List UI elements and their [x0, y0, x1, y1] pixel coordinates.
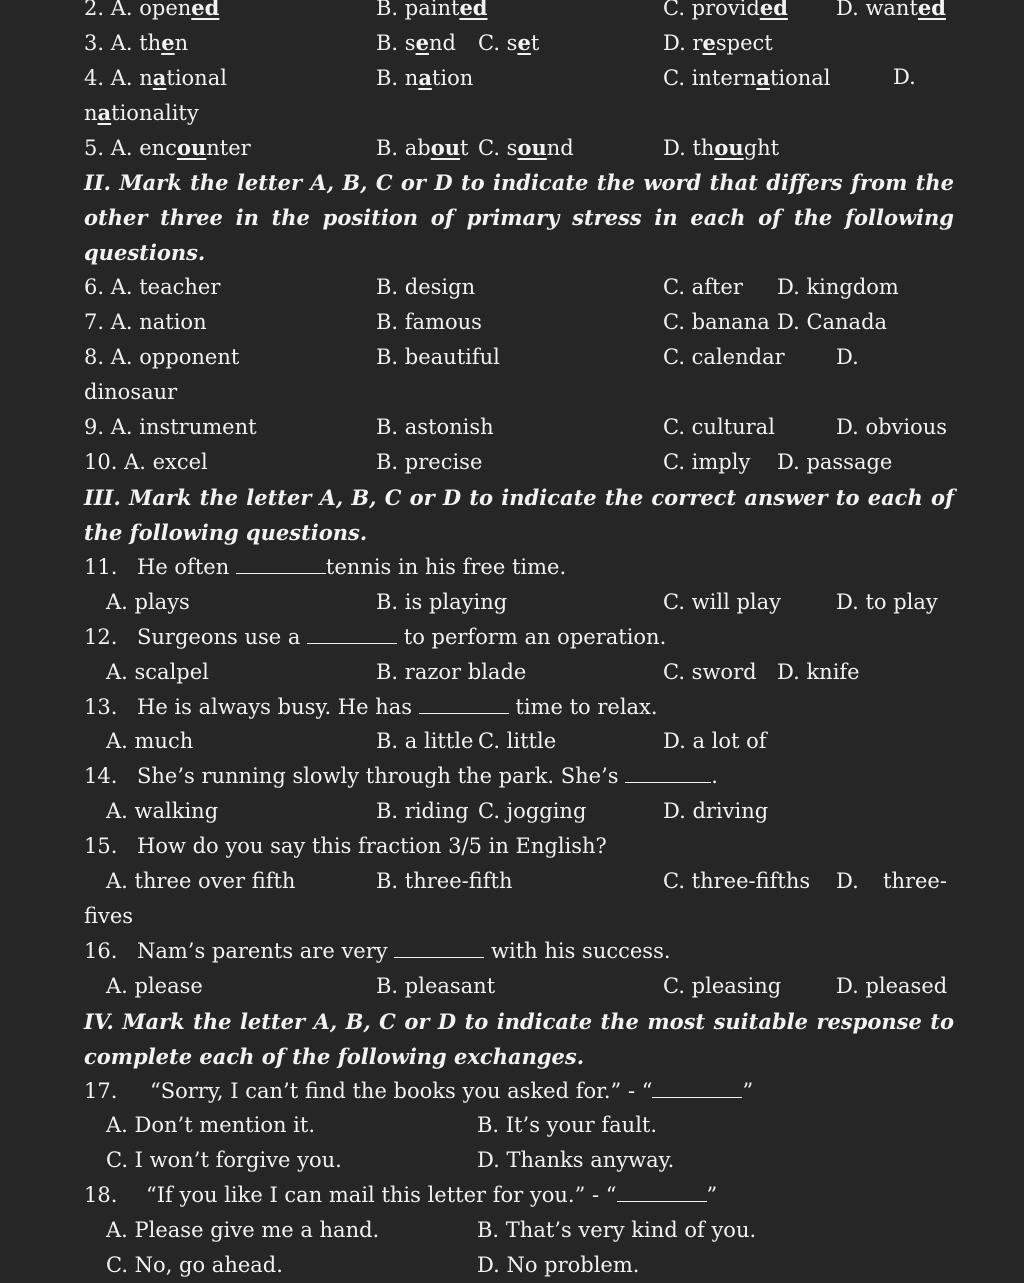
q3-option-c [478, 25, 539, 61]
q9-option-b: B. astonish [376, 415, 494, 439]
q9-option-a: 9. A. instrument [84, 415, 257, 439]
q18-option-a: A. Please give me a hand. [106, 1218, 380, 1242]
q13-stem [137, 690, 658, 725]
q4-option-b [376, 60, 473, 96]
q12-option-a: A. scalpel [106, 660, 209, 684]
question-18-options-ab [0, 1213, 1024, 1248]
q10-option-a: 10. A. excel [84, 450, 208, 474]
q2-b-text: B. paint [376, 0, 460, 20]
q17-blank [652, 1077, 742, 1098]
question-7 [0, 305, 1024, 340]
q16-option-c: C. pleasing [663, 974, 782, 998]
question-6 [0, 270, 1024, 305]
q2-c-underlined: ed [759, 0, 788, 20]
q3-a-post: n [174, 31, 189, 55]
q14-option-d: D. driving [663, 799, 769, 823]
q14-option-c: C. jogging [478, 799, 587, 823]
q4-a-u: a [152, 65, 167, 90]
q2-option-d [836, 0, 946, 26]
q12-option-b: B. razor blade [376, 660, 527, 684]
q2-d-text: D. want [836, 0, 918, 20]
q3-b-post: nd [428, 31, 456, 55]
q11-option-d: D. to play [836, 590, 938, 614]
q3-c-u: e [517, 30, 531, 55]
q18-stem [146, 1178, 717, 1213]
q16-option-d: D. pleased [836, 974, 948, 998]
q11-blank [236, 553, 326, 574]
q4-d2-post: tionality [111, 101, 199, 125]
question-15 [0, 829, 1024, 864]
q12-blank [307, 623, 397, 644]
q12-option-d: D. knife [777, 660, 860, 684]
q4-b-pre: B. n [376, 66, 419, 90]
q3-option-b [376, 25, 456, 61]
q5-b-pre: B. ab [376, 136, 431, 160]
q13-stem-post: time to relax. [515, 695, 658, 719]
q3-a-u: e [161, 30, 175, 55]
question-15-options [0, 864, 1024, 899]
question-17-options-ab [0, 1108, 1024, 1143]
q16-blank [394, 937, 484, 958]
q16-stem [137, 934, 671, 969]
question-2 [0, 0, 1024, 25]
question-13 [0, 690, 1024, 725]
q14-option-b: B. riding [376, 799, 469, 823]
q2-option-b [376, 0, 487, 26]
q7-option-d: D. Canada [777, 310, 888, 334]
q15-option-c: C. three-fifths [663, 869, 811, 893]
q8-option-b: B. beautiful [376, 345, 500, 369]
q4-c-pre: C. intern [663, 66, 757, 90]
question-14-options [0, 794, 1024, 829]
q5-option-c [478, 130, 574, 166]
question-9 [0, 410, 1024, 445]
q11-number: 11. [84, 555, 118, 579]
q10-option-b: B. precise [376, 450, 483, 474]
q18-stem-pre: “If you like I can mail this letter for you.” - “ [146, 1183, 617, 1207]
q17-number: 17. [84, 1079, 118, 1103]
q5-a-u: ou [176, 135, 207, 160]
q13-number: 13. [84, 695, 118, 719]
q3-d-u: e [702, 30, 716, 55]
q11-option-c: C. will play [663, 590, 782, 614]
q16-option-a: A. please [106, 974, 203, 998]
q18-blank [617, 1181, 707, 1202]
question-16-options [0, 969, 1024, 1004]
q5-a-pre: 5. A. enc [84, 136, 177, 160]
q11-stem [137, 550, 566, 585]
q5-d-u: ou [714, 135, 744, 160]
q5-c-post: nd [546, 136, 574, 160]
section-2-heading: II. Mark the letter A, B, C or D to indicate the word that differs from the other three in the position of primary stress in each of the following questions. [84, 170, 954, 265]
q7-option-c: C. banana [663, 310, 770, 334]
q3-b-u: e [415, 30, 429, 55]
q4-b-post: tion [431, 66, 474, 90]
question-4 [0, 60, 1024, 95]
q3-a-pre: 3. A. th [84, 31, 162, 55]
q12-stem-post: to perform an operation. [403, 625, 667, 649]
q3-c-pre: C. s [478, 31, 518, 55]
q6-option-a: 6. A. teacher [84, 275, 221, 299]
question-5 [0, 130, 1024, 165]
q6-option-d: D. kingdom [777, 275, 899, 299]
q14-option-a: A. walking [106, 799, 219, 823]
q15-option-b: B. three-fifth [376, 869, 513, 893]
q3-option-d [663, 25, 773, 61]
q3-d-post: spect [715, 31, 773, 55]
question-4-wrap [0, 95, 1024, 130]
q3-option-a [84, 25, 188, 61]
q14-stem-pre: She’s running slowly through the park. She’s [137, 764, 619, 788]
q13-option-b: B. a little [376, 729, 474, 753]
question-12-options [0, 655, 1024, 690]
q2-option-a [84, 0, 219, 26]
section-3-heading: III. Mark the letter A, B, C or D to indicate the correct answer to each of the following questions. [84, 485, 954, 545]
question-17 [0, 1074, 1024, 1109]
q12-stem [137, 620, 666, 655]
q15-number: 15. [84, 834, 118, 858]
q16-number: 16. [84, 939, 118, 963]
q4-option-c [663, 60, 831, 96]
q4-d2-u: a [97, 100, 112, 125]
q5-option-a [84, 130, 251, 166]
question-11 [0, 550, 1024, 585]
q11-stem-pre: He often [137, 555, 230, 579]
q2-a-underlined: ed [191, 0, 220, 20]
q18-option-c: C. No, go ahead. [106, 1253, 283, 1277]
q15-option-d: D. [836, 869, 859, 893]
q11-option-b: B. is playing [376, 590, 508, 614]
q4-option-d: D. [893, 65, 916, 89]
q8-option-a: 8. A. opponent [84, 345, 240, 369]
q7-option-b: B. famous [376, 310, 482, 334]
section-4-heading: IV. Mark the letter A, B, C or D to indicate the most suitable response to complete each of the following exchanges. [84, 1009, 954, 1069]
q11-option-a: A. plays [106, 590, 190, 614]
question-12 [0, 620, 1024, 655]
q15-option-a: A. three over fifth [106, 869, 296, 893]
q13-stem-pre: He is always busy. He has [137, 695, 413, 719]
q4-option-d-word [84, 95, 199, 131]
q5-b-post: t [460, 136, 469, 160]
q12-option-c: C. sword [663, 660, 757, 684]
q5-b-u: ou [430, 135, 461, 160]
q16-stem-pre: Nam’s parents are very [137, 939, 388, 963]
q18-option-b: B. That’s very kind of you. [477, 1218, 757, 1242]
question-14 [0, 759, 1024, 794]
q2-c-text: C. provid [663, 0, 760, 20]
q2-b-underlined: ed [459, 0, 488, 20]
q15-option-d-tail: fives [84, 904, 134, 928]
q16-stem-post: with his success. [491, 939, 671, 963]
q4-c-post: tional [769, 66, 831, 90]
question-8 [0, 340, 1024, 375]
q5-option-b [376, 130, 468, 166]
q13-option-c: C. little [478, 729, 557, 753]
q10-option-c: C. imply [663, 450, 751, 474]
q17-stem-post: ” [742, 1079, 754, 1103]
q4-a-pre: 4. A. n [84, 66, 153, 90]
q5-a-post: nter [206, 136, 251, 160]
question-8-wrap [0, 375, 1024, 410]
question-11-options [0, 585, 1024, 620]
q17-stem-pre: “Sorry, I can’t find the books you asked for.” - “ [150, 1079, 653, 1103]
q17-option-a: A. Don’t mention it. [106, 1113, 316, 1137]
q2-d-underlined: ed [917, 0, 946, 20]
q2-a-text: 2. A. open [84, 0, 192, 20]
q18-stem-post: ” [706, 1183, 718, 1207]
q17-option-c: C. I won’t forgive you. [106, 1148, 342, 1172]
q5-d-pre: D. th [663, 136, 715, 160]
q18-number: 18. [84, 1183, 118, 1207]
q12-number: 12. [84, 625, 118, 649]
q4-a-post: tional [166, 66, 227, 90]
q5-c-u: ou [517, 135, 547, 160]
q3-c-post: t [530, 31, 540, 55]
q3-b-pre: B. s [376, 31, 416, 55]
question-18 [0, 1178, 1024, 1213]
q14-blank [625, 762, 711, 783]
q13-option-d: D. a lot of [663, 729, 767, 753]
q17-option-d: D. Thanks anyway. [477, 1148, 675, 1172]
q13-option-a: A. much [106, 729, 194, 753]
q14-number: 14. [84, 764, 118, 788]
question-17-options-cd [0, 1143, 1024, 1178]
q9-option-d: D. obvious [836, 415, 948, 439]
question-10 [0, 445, 1024, 480]
q2-option-c [663, 0, 788, 26]
q4-option-a [84, 60, 227, 96]
q15-option-d-word: three- [883, 869, 947, 893]
q18-option-d: D. No problem. [477, 1253, 640, 1277]
q13-blank [419, 693, 509, 714]
q12-stem-pre: Surgeons use a [137, 625, 301, 649]
q3-d-pre: D. r [663, 31, 703, 55]
question-16 [0, 934, 1024, 969]
q6-option-b: B. design [376, 275, 476, 299]
q9-option-c: C. cultural [663, 415, 775, 439]
q5-c-pre: C. s [478, 136, 518, 160]
question-15-wrap [0, 899, 1024, 934]
q17-stem [150, 1074, 753, 1109]
q8-option-c: C. calendar [663, 345, 785, 369]
q5-d-post: ght [743, 136, 780, 160]
q4-b-u: a [418, 65, 432, 90]
question-13-options [0, 724, 1024, 759]
question-3 [0, 25, 1024, 60]
q7-option-a: 7. A. nation [84, 310, 207, 334]
q17-option-b: B. It’s your fault. [477, 1113, 658, 1137]
q8-option-d: D. [836, 345, 859, 369]
q4-c-u: a [756, 65, 770, 90]
q14-stem-post: . [711, 764, 718, 788]
q5-option-d [663, 130, 779, 166]
q16-option-b: B. pleasant [376, 974, 496, 998]
q14-stem [137, 759, 718, 794]
q4-d2-pre: n [84, 101, 98, 125]
question-18-options-cd [0, 1248, 1024, 1283]
q8-option-d-word: dinosaur [84, 380, 178, 404]
q11-stem-post: tennis in his free time. [325, 555, 567, 579]
q6-option-c: C. after [663, 275, 743, 299]
q15-stem: How do you say this fraction 3/5 in English? [137, 834, 607, 858]
q10-option-d: D. passage [777, 450, 893, 474]
